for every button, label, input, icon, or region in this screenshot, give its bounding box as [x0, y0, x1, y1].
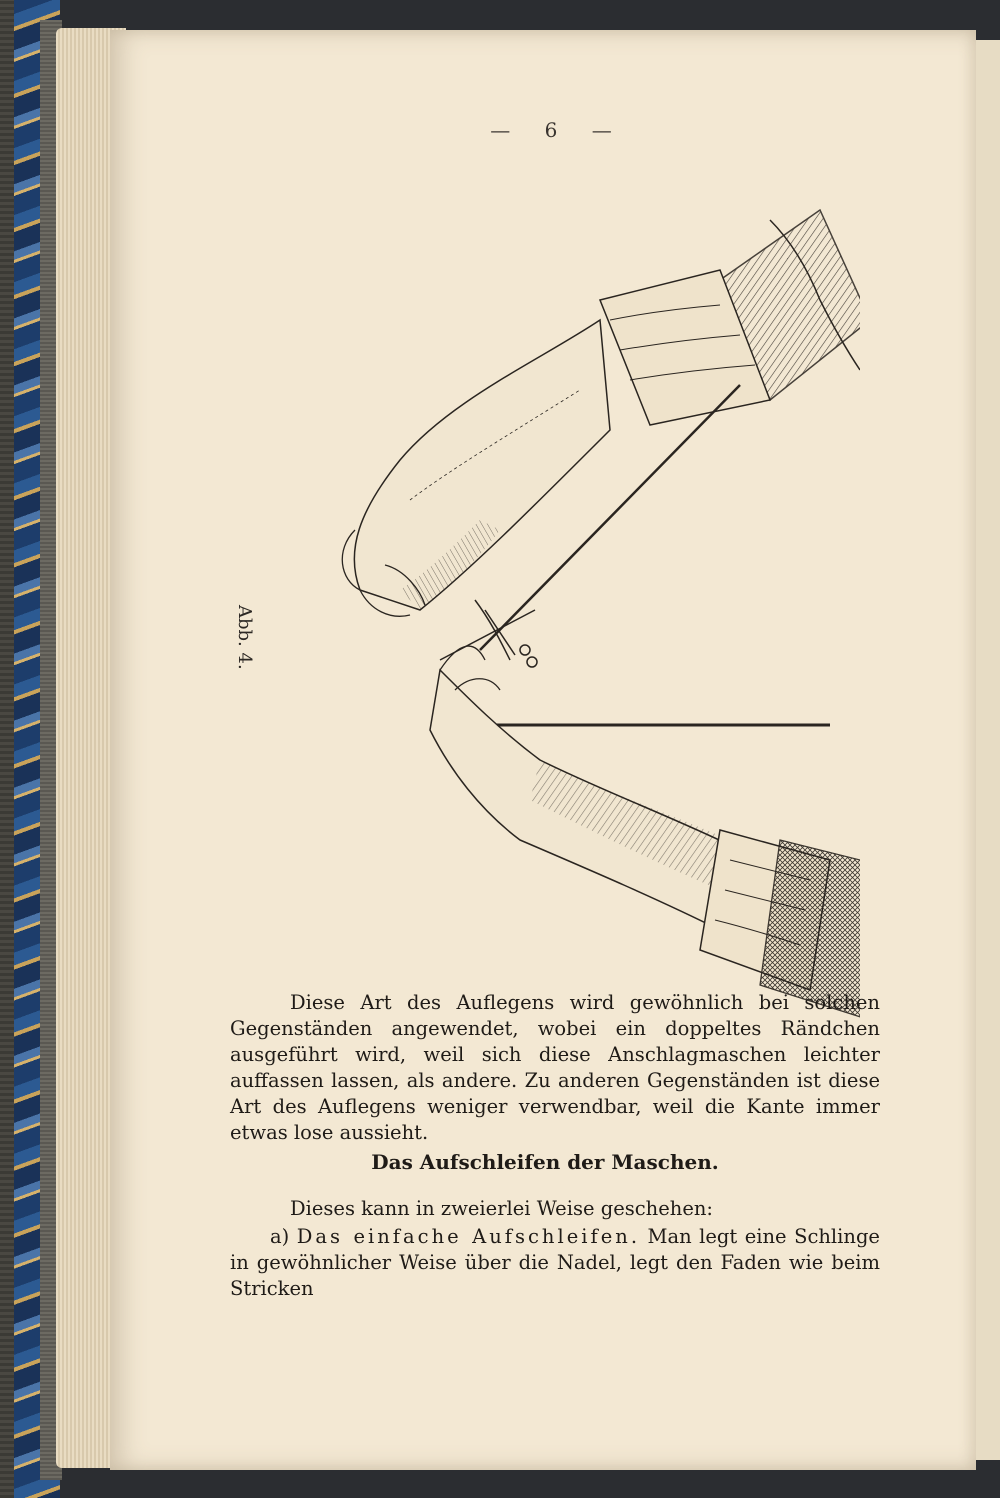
facing-page-edge — [976, 40, 1000, 1460]
item-a-prefix: a) — [270, 1225, 290, 1248]
figure-label: Abb. 4. — [234, 605, 255, 670]
book-spine — [0, 0, 14, 1498]
book-page — [110, 30, 976, 1470]
upper-forearm — [342, 320, 610, 616]
upper-sleeve-cuff — [600, 210, 860, 425]
item-a-title: Das einfache Aufschleifen. — [296, 1225, 641, 1248]
paragraph-intro: Dieses kann in zweierlei Weise geschehen: — [290, 1197, 713, 1220]
paragraph-application: Diese Art des Auflegens wird gewöhnlich bei solchen Gegenständen angewendet, wobei ein doppeltes Rändchen ausgeführt wird, weil sich diese Anschlagmaschen leichter auffassen lassen, als andere. Zu anderen Gegenständen ist diese Art des Auflegens weniger verwendbar, weil die Kante immer etwas lose aussieht. — [230, 991, 880, 1144]
knitting-hands-illustration — [300, 170, 860, 1030]
page-number: — 6 — — [490, 118, 626, 142]
paragraph-item-a — [230, 1224, 880, 1302]
item-a-text: Man legt eine Schlinge in gewöhnlicher Weise über die Nadel, legt den Faden wie beim Stricken — [230, 1225, 880, 1300]
section-heading: Das Aufschleifen der Maschen. — [371, 1150, 719, 1174]
lower-forearm — [430, 646, 740, 930]
yarn-loops — [440, 600, 537, 667]
